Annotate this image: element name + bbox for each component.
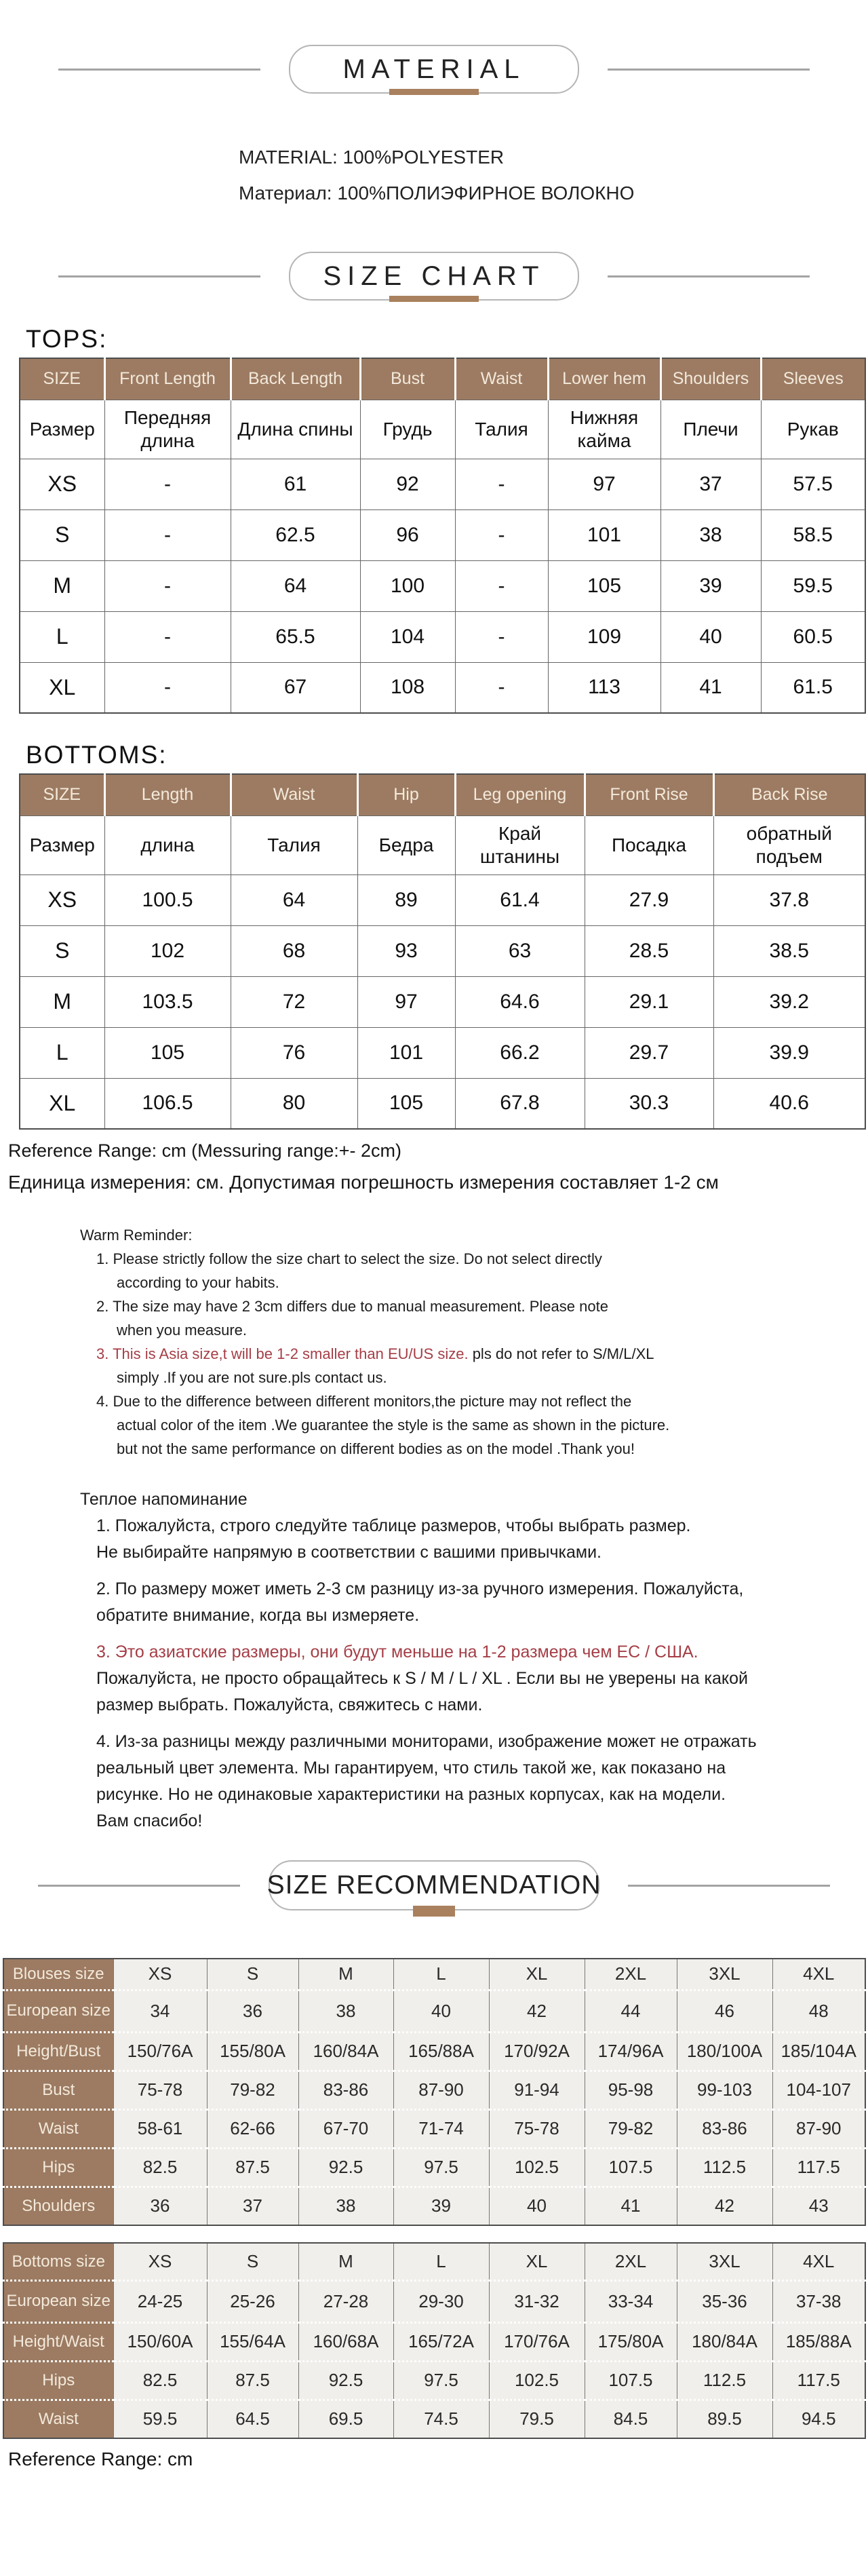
column-header-ru: Бедра <box>357 815 455 874</box>
table-header-row <box>20 774 865 815</box>
data-cell: 113 <box>548 662 660 713</box>
column-header-ru: Передняя длина <box>104 400 231 459</box>
data-cell: 65.5 <box>231 611 360 662</box>
data-cell: 39 <box>393 2187 489 2225</box>
table-row <box>3 2148 865 2187</box>
table-header-row <box>20 358 865 400</box>
table-row <box>20 510 865 560</box>
table-row <box>3 1959 865 1990</box>
data-cell: 83-86 <box>298 2071 393 2109</box>
reminder-line: обратите внимание, когда вы измеряете. <box>96 1606 420 1625</box>
material-text-en: MATERIAL: 100%POLYESTER <box>239 147 505 168</box>
decorative-rule-right <box>608 69 810 71</box>
data-cell: 75-78 <box>113 2071 207 2109</box>
data-cell: S <box>207 2243 298 2280</box>
decorative-rule-right <box>608 275 810 277</box>
accent-bar <box>413 1906 455 1917</box>
data-cell: 61 <box>231 459 360 510</box>
table-row <box>3 2280 865 2322</box>
data-cell: 82.5 <box>113 2361 207 2400</box>
reminder-line: 1. Please strictly follow the size chart to select the size. Do not select directly <box>96 1250 602 1267</box>
data-cell: 29.7 <box>585 1027 713 1078</box>
data-cell: 79-82 <box>585 2109 677 2148</box>
data-cell: 60.5 <box>761 611 865 662</box>
data-cell: 4XL <box>772 1959 865 1990</box>
data-cell: 61.4 <box>455 874 585 925</box>
section-title: SIZE CHART <box>323 261 545 291</box>
data-cell: 4XL <box>772 2243 865 2280</box>
data-cell: 67 <box>231 662 360 713</box>
column-header-ru: Плечи <box>660 400 761 459</box>
data-cell: 165/72A <box>393 2322 489 2361</box>
data-cell: 48 <box>772 1990 865 2032</box>
data-cell: 40 <box>393 1990 489 2032</box>
data-cell: 61.5 <box>761 662 865 713</box>
column-header: Back Rise <box>713 774 865 815</box>
data-cell: 100 <box>360 560 455 611</box>
row-label-cell: Waist <box>3 2109 113 2148</box>
reminder-line: according to your habits. <box>117 1274 279 1291</box>
table-row <box>20 874 865 925</box>
size-cell: XL <box>20 662 104 713</box>
data-cell: XS <box>113 2243 207 2280</box>
data-cell: 68 <box>231 925 357 976</box>
section-title: SIZE RECOMMENDATION <box>267 1870 601 1900</box>
material-info <box>239 147 868 204</box>
data-cell: 3XL <box>677 1959 772 1990</box>
data-cell: - <box>455 510 548 560</box>
reminder-title: Теплое напоминание <box>80 1490 248 1509</box>
data-cell: XS <box>113 1959 207 1990</box>
table-row <box>20 459 865 510</box>
warm-reminder-ru <box>0 1486 868 1834</box>
size-cell: L <box>20 611 104 662</box>
data-cell: 2XL <box>585 2243 677 2280</box>
size-cell: L <box>20 1027 104 1078</box>
data-cell: 28.5 <box>585 925 713 976</box>
table-header-row-ru <box>20 400 865 459</box>
data-cell: 36 <box>113 2187 207 2225</box>
row-label-cell: Waist <box>3 2400 113 2438</box>
data-cell: 80 <box>231 1078 357 1129</box>
data-cell: 64 <box>231 560 360 611</box>
data-cell: 57.5 <box>761 459 865 510</box>
data-cell: 180/84A <box>677 2322 772 2361</box>
size-cell: S <box>20 510 104 560</box>
data-cell: 39.9 <box>713 1027 865 1078</box>
data-cell: 58-61 <box>113 2109 207 2148</box>
data-cell: 107.5 <box>585 2361 677 2400</box>
asia-size-warning: 3. Это азиатские размеры, они будут меньше на 1-2 размера чем ЕС / США. <box>96 1642 698 1661</box>
data-cell: 89.5 <box>677 2400 772 2438</box>
column-header: Sleeves <box>761 358 865 400</box>
data-cell: 38 <box>660 510 761 560</box>
data-cell: 40.6 <box>713 1078 865 1129</box>
data-cell: 117.5 <box>772 2148 865 2187</box>
data-cell: 37-38 <box>772 2280 865 2322</box>
tops-label: TOPS: <box>26 325 108 353</box>
data-cell: 29-30 <box>393 2280 489 2322</box>
data-cell: 112.5 <box>677 2361 772 2400</box>
data-cell: 62.5 <box>231 510 360 560</box>
data-cell: 67-70 <box>298 2109 393 2148</box>
column-header: Back Length <box>231 358 360 400</box>
table-row <box>20 1027 865 1078</box>
data-cell: 99-103 <box>677 2071 772 2109</box>
decorative-rule-left <box>58 275 260 277</box>
data-cell: 69.5 <box>298 2400 393 2438</box>
data-cell: 38 <box>298 1990 393 2032</box>
data-cell: 101 <box>357 1027 455 1078</box>
data-cell: 105 <box>357 1078 455 1129</box>
column-header-ru: длина <box>104 815 231 874</box>
data-cell: 97 <box>548 459 660 510</box>
data-cell: 84.5 <box>585 2400 677 2438</box>
data-cell: 79.5 <box>489 2400 585 2438</box>
data-cell: 174/96A <box>585 2032 677 2071</box>
tops-size-table <box>19 358 866 714</box>
reference-range-ru: Единица измерения: см. Допустимая погрешность измерения составляет 1-2 см <box>8 1172 719 1193</box>
column-header-ru: Нижняя кайма <box>548 400 660 459</box>
warm-reminder-en <box>0 1223 868 1461</box>
data-cell: 64 <box>231 874 357 925</box>
data-cell: 160/84A <box>298 2032 393 2071</box>
data-cell: 97.5 <box>393 2361 489 2400</box>
data-cell: 42 <box>489 1990 585 2032</box>
table-row <box>3 2109 865 2148</box>
data-cell: 175/80A <box>585 2322 677 2361</box>
reminder-line <box>96 1342 868 1366</box>
data-cell: - <box>455 611 548 662</box>
data-cell: 40 <box>489 2187 585 2225</box>
accent-bar <box>389 89 479 95</box>
data-cell: 34 <box>113 1990 207 2032</box>
data-cell: - <box>104 662 231 713</box>
table-row <box>3 2361 865 2400</box>
data-cell: 97 <box>357 976 455 1027</box>
reminder-line: but not the same performance on different bodies as on the model .Thank you! <box>117 1440 635 1457</box>
table-row <box>3 1990 865 2032</box>
data-cell: 37 <box>207 2187 298 2225</box>
reminder-line: реальный цвет элемента. Мы гарантируем, что стиль такой же, как показано на <box>96 1758 726 1777</box>
reminder-line-part: pls do not refer to S/M/L/XL <box>468 1345 654 1362</box>
data-cell: 185/104A <box>772 2032 865 2071</box>
table-row <box>20 662 865 713</box>
data-cell: 40 <box>660 611 761 662</box>
table-header-row-ru <box>20 815 865 874</box>
data-cell: 87-90 <box>393 2071 489 2109</box>
data-cell: 35-36 <box>677 2280 772 2322</box>
data-cell: 38 <box>298 2187 393 2225</box>
reminder-line: рисунке. Но не одинаковые характеристики на разных корпусах, как на модели. <box>96 1785 726 1804</box>
data-cell: 92.5 <box>298 2148 393 2187</box>
data-cell: 44 <box>585 1990 677 2032</box>
data-cell: 59.5 <box>113 2400 207 2438</box>
data-cell: 100.5 <box>104 874 231 925</box>
data-cell: 109 <box>548 611 660 662</box>
table-row <box>3 2322 865 2361</box>
data-cell: 67.8 <box>455 1078 585 1129</box>
data-cell: 74.5 <box>393 2400 489 2438</box>
table-row <box>3 2071 865 2109</box>
data-cell: - <box>455 459 548 510</box>
data-cell: 95-98 <box>585 2071 677 2109</box>
reminder-line: Не выбирайте напрямую в соответствии с вашими привычками. <box>96 1543 602 1562</box>
row-label-cell: Bust <box>3 2071 113 2109</box>
table-row <box>20 1078 865 1129</box>
data-cell: - <box>104 560 231 611</box>
column-header: Length <box>104 774 231 815</box>
data-cell: 31-32 <box>489 2280 585 2322</box>
column-header: Leg opening <box>455 774 585 815</box>
table-row <box>3 2187 865 2225</box>
data-cell: 79-82 <box>207 2071 298 2109</box>
data-cell: - <box>455 662 548 713</box>
data-cell: 62-66 <box>207 2109 298 2148</box>
data-cell: L <box>393 2243 489 2280</box>
asia-size-warning: 3. This is Asia size,t will be 1-2 smaller than EU/US size. <box>96 1345 469 1362</box>
row-label-cell: Height/Waist <box>3 2322 113 2361</box>
table-row <box>20 611 865 662</box>
data-cell: M <box>298 2243 393 2280</box>
data-cell: 104-107 <box>772 2071 865 2109</box>
column-header-ru: Талия <box>231 815 357 874</box>
data-cell: 41 <box>660 662 761 713</box>
size-chart-section-header <box>0 252 868 301</box>
size-cell: XS <box>20 874 104 925</box>
reminder-line: 4. Due to the difference between different monitors,the picture may not reflect the <box>96 1393 632 1410</box>
data-cell: 150/76A <box>113 2032 207 2071</box>
row-label-cell: Blouses size <box>3 1959 113 1990</box>
data-cell: 93 <box>357 925 455 976</box>
data-cell: 150/60A <box>113 2322 207 2361</box>
data-cell: 37.8 <box>713 874 865 925</box>
column-header: SIZE <box>20 358 104 400</box>
bottoms-recommendation-table <box>3 2242 866 2439</box>
data-cell: 87.5 <box>207 2148 298 2187</box>
column-header: Front Rise <box>585 774 713 815</box>
decorative-rule-left <box>58 69 260 71</box>
reminder-line: размер выбрать. Пожалуйста, свяжитесь с нами. <box>96 1695 483 1714</box>
decorative-rule-left <box>38 1885 240 1887</box>
data-cell: 107.5 <box>585 2148 677 2187</box>
column-header-ru: Грудь <box>360 400 455 459</box>
size-cell: XS <box>20 459 104 510</box>
reminder-line: 1. Пожалуйста, строго следуйте таблице размеров, чтобы выбрать размер. <box>96 1516 691 1535</box>
column-header: Hip <box>357 774 455 815</box>
column-header-ru: Талия <box>455 400 548 459</box>
data-cell: 42 <box>677 2187 772 2225</box>
size-recommendation-title-pill <box>269 1860 599 1910</box>
reminder-line: 4. Из-за разницы между различными мониторами, изображение может не отражать <box>96 1732 757 1751</box>
size-recommendation-section-header <box>0 1860 868 1910</box>
data-cell: 117.5 <box>772 2361 865 2400</box>
data-cell: 170/76A <box>489 2322 585 2361</box>
data-cell: L <box>393 1959 489 1990</box>
size-cell: XL <box>20 1078 104 1129</box>
column-header-ru: Размер <box>20 400 104 459</box>
material-section-header <box>0 45 868 94</box>
data-cell: XL <box>489 2243 585 2280</box>
data-cell: 102.5 <box>489 2148 585 2187</box>
reminder-line: when you measure. <box>117 1322 247 1339</box>
data-cell: 82.5 <box>113 2148 207 2187</box>
table-row <box>20 976 865 1027</box>
data-cell: 41 <box>585 2187 677 2225</box>
material-text-ru: Материал: 100%ПОЛИЭФИРНОЕ ВОЛОКНО <box>239 182 635 204</box>
blouses-recommendation-table <box>3 1958 866 2226</box>
data-cell: 104 <box>360 611 455 662</box>
data-cell: 39.2 <box>713 976 865 1027</box>
size-cell: S <box>20 925 104 976</box>
data-cell: 71-74 <box>393 2109 489 2148</box>
data-cell: 58.5 <box>761 510 865 560</box>
data-cell: 66.2 <box>455 1027 585 1078</box>
column-header: Bust <box>360 358 455 400</box>
column-header-ru: Посадка <box>585 815 713 874</box>
data-cell: 72 <box>231 976 357 1027</box>
row-label-cell: Hips <box>3 2361 113 2400</box>
section-title: MATERIAL <box>342 54 526 84</box>
data-cell: 91-94 <box>489 2071 585 2109</box>
row-label-cell: European size <box>3 1990 113 2032</box>
reference-range-en: Reference Range: cm (Messuring range:+- 2cm) <box>8 1140 401 1161</box>
data-cell: - <box>455 560 548 611</box>
data-cell: 59.5 <box>761 560 865 611</box>
size-cell: M <box>20 560 104 611</box>
data-cell: 38.5 <box>713 925 865 976</box>
table-row <box>20 560 865 611</box>
data-cell: 83-86 <box>677 2109 772 2148</box>
data-cell: XL <box>489 1959 585 1990</box>
data-cell: 160/68A <box>298 2322 393 2361</box>
data-cell: 30.3 <box>585 1078 713 1129</box>
table-row <box>3 2032 865 2071</box>
column-header-ru: Длина спины <box>231 400 360 459</box>
row-label-cell: European size <box>3 2280 113 2322</box>
column-header-ru: обратный подъем <box>713 815 865 874</box>
data-cell: M <box>298 1959 393 1990</box>
column-header: Front Length <box>104 358 231 400</box>
data-cell: 43 <box>772 2187 865 2225</box>
accent-bar <box>389 296 479 302</box>
column-header: Shoulders <box>660 358 761 400</box>
size-chart-title-pill <box>289 252 579 301</box>
data-cell: 36 <box>207 1990 298 2032</box>
row-label-cell: Height/Bust <box>3 2032 113 2071</box>
row-label-cell: Hips <box>3 2148 113 2187</box>
data-cell: 155/64A <box>207 2322 298 2361</box>
table-row <box>3 2243 865 2280</box>
data-cell: 24-25 <box>113 2280 207 2322</box>
data-cell: 92.5 <box>298 2361 393 2400</box>
decorative-rule-right <box>628 1885 830 1887</box>
column-header: Lower hem <box>548 358 660 400</box>
data-cell: 87-90 <box>772 2109 865 2148</box>
data-cell: 37 <box>660 459 761 510</box>
data-cell: 46 <box>677 1990 772 2032</box>
data-cell: 89 <box>357 874 455 925</box>
size-chart-page <box>0 45 868 2576</box>
data-cell: 101 <box>548 510 660 560</box>
table-row <box>20 925 865 976</box>
size-cell: M <box>20 976 104 1027</box>
data-cell: 3XL <box>677 2243 772 2280</box>
data-cell: 97.5 <box>393 2148 489 2187</box>
data-cell: 64.5 <box>207 2400 298 2438</box>
column-header-ru: Рукав <box>761 400 865 459</box>
data-cell: S <box>207 1959 298 1990</box>
data-cell: 92 <box>360 459 455 510</box>
reminder-line: Пожалуйста, не просто обращайтесь к S / M / L / XL . Если вы не уверены на какой <box>96 1669 748 1688</box>
column-header: Waist <box>455 358 548 400</box>
reminder-line: 2. The size may have 2 3cm differs due to manual measurement. Please note <box>96 1298 608 1315</box>
material-title-pill <box>289 45 579 94</box>
reminder-line: 2. По размеру может иметь 2-3 см разницу из-за ручного измерения. Пожалуйста, <box>96 1579 744 1598</box>
data-cell: 2XL <box>585 1959 677 1990</box>
data-cell: 96 <box>360 510 455 560</box>
reminder-line: Вам спасибо! <box>96 1811 203 1830</box>
data-cell: 185/88A <box>772 2322 865 2361</box>
data-cell: 39 <box>660 560 761 611</box>
data-cell: - <box>104 459 231 510</box>
reminder-line: simply .If you are not sure.pls contact us. <box>117 1369 387 1386</box>
bottoms-label: BOTTOMS: <box>26 741 167 769</box>
column-header: Waist <box>231 774 357 815</box>
reminder-line: actual color of the item .We guarantee the style is the same as shown in the picture. <box>117 1417 670 1434</box>
data-cell: 103.5 <box>104 976 231 1027</box>
data-cell: 25-26 <box>207 2280 298 2322</box>
column-header: SIZE <box>20 774 104 815</box>
data-cell: 102.5 <box>489 2361 585 2400</box>
data-cell: - <box>104 510 231 560</box>
data-cell: 112.5 <box>677 2148 772 2187</box>
data-cell: 102 <box>104 925 231 976</box>
data-cell: 155/80A <box>207 2032 298 2071</box>
data-cell: - <box>104 611 231 662</box>
data-cell: 63 <box>455 925 585 976</box>
data-cell: 165/88A <box>393 2032 489 2071</box>
data-cell: 105 <box>548 560 660 611</box>
reminder-title: Warm Reminder: <box>80 1227 193 1244</box>
footer-reference-range: Reference Range: cm <box>8 2448 193 2469</box>
column-header-ru: Край штанины <box>455 815 585 874</box>
row-label-cell: Shoulders <box>3 2187 113 2225</box>
row-label-cell: Bottoms size <box>3 2243 113 2280</box>
data-cell: 76 <box>231 1027 357 1078</box>
bottoms-size-table <box>19 773 866 1130</box>
data-cell: 75-78 <box>489 2109 585 2148</box>
data-cell: 180/100A <box>677 2032 772 2071</box>
data-cell: 94.5 <box>772 2400 865 2438</box>
data-cell: 64.6 <box>455 976 585 1027</box>
data-cell: 105 <box>104 1027 231 1078</box>
column-header-ru: Размер <box>20 815 104 874</box>
data-cell: 87.5 <box>207 2361 298 2400</box>
data-cell: 106.5 <box>104 1078 231 1129</box>
data-cell: 33-34 <box>585 2280 677 2322</box>
data-cell: 29.1 <box>585 976 713 1027</box>
table-row <box>3 2400 865 2438</box>
data-cell: 27.9 <box>585 874 713 925</box>
data-cell: 108 <box>360 662 455 713</box>
data-cell: 170/92A <box>489 2032 585 2071</box>
data-cell: 27-28 <box>298 2280 393 2322</box>
